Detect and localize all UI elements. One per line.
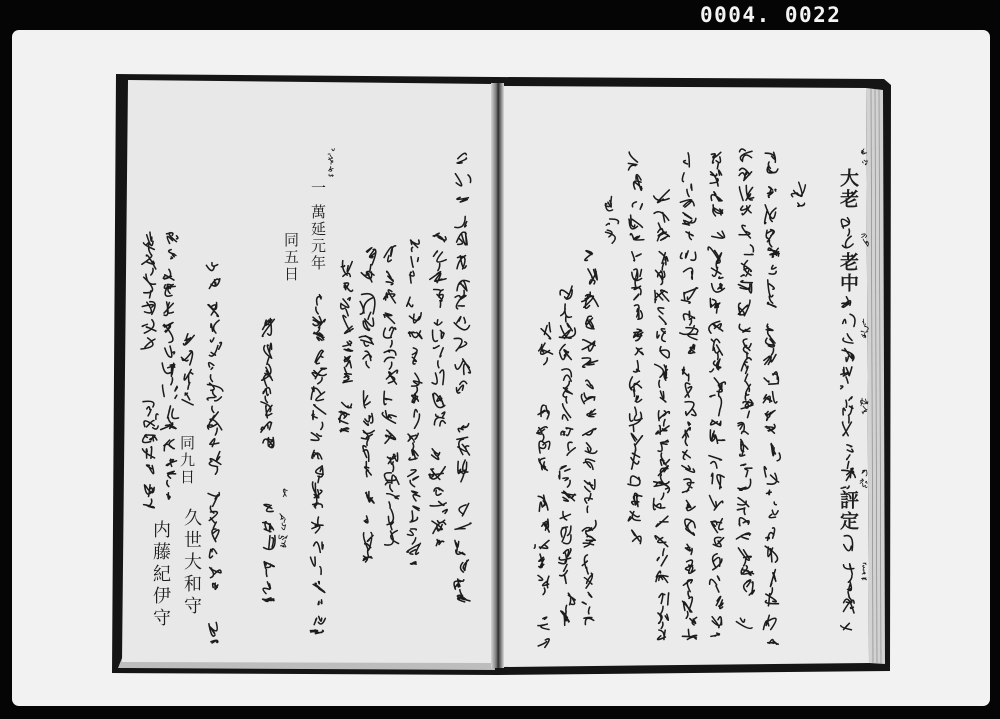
book-gutter: [491, 83, 504, 668]
name-naito: 内藤紀伊守: [150, 520, 171, 630]
date-ninth: 同九日: [178, 435, 196, 486]
frame-number: 0004. 0022: [700, 3, 842, 27]
era-entry: 一 萬延元年: [309, 180, 327, 272]
date-fifth: 同五日: [282, 232, 300, 283]
term-hyojo: 評定: [837, 490, 859, 532]
name-kuze: 久世大和守: [181, 508, 202, 618]
term-roju: 老中: [837, 252, 859, 294]
right-page: [503, 86, 869, 667]
term-tairo: 大老: [837, 168, 859, 210]
left-page: [122, 80, 494, 663]
